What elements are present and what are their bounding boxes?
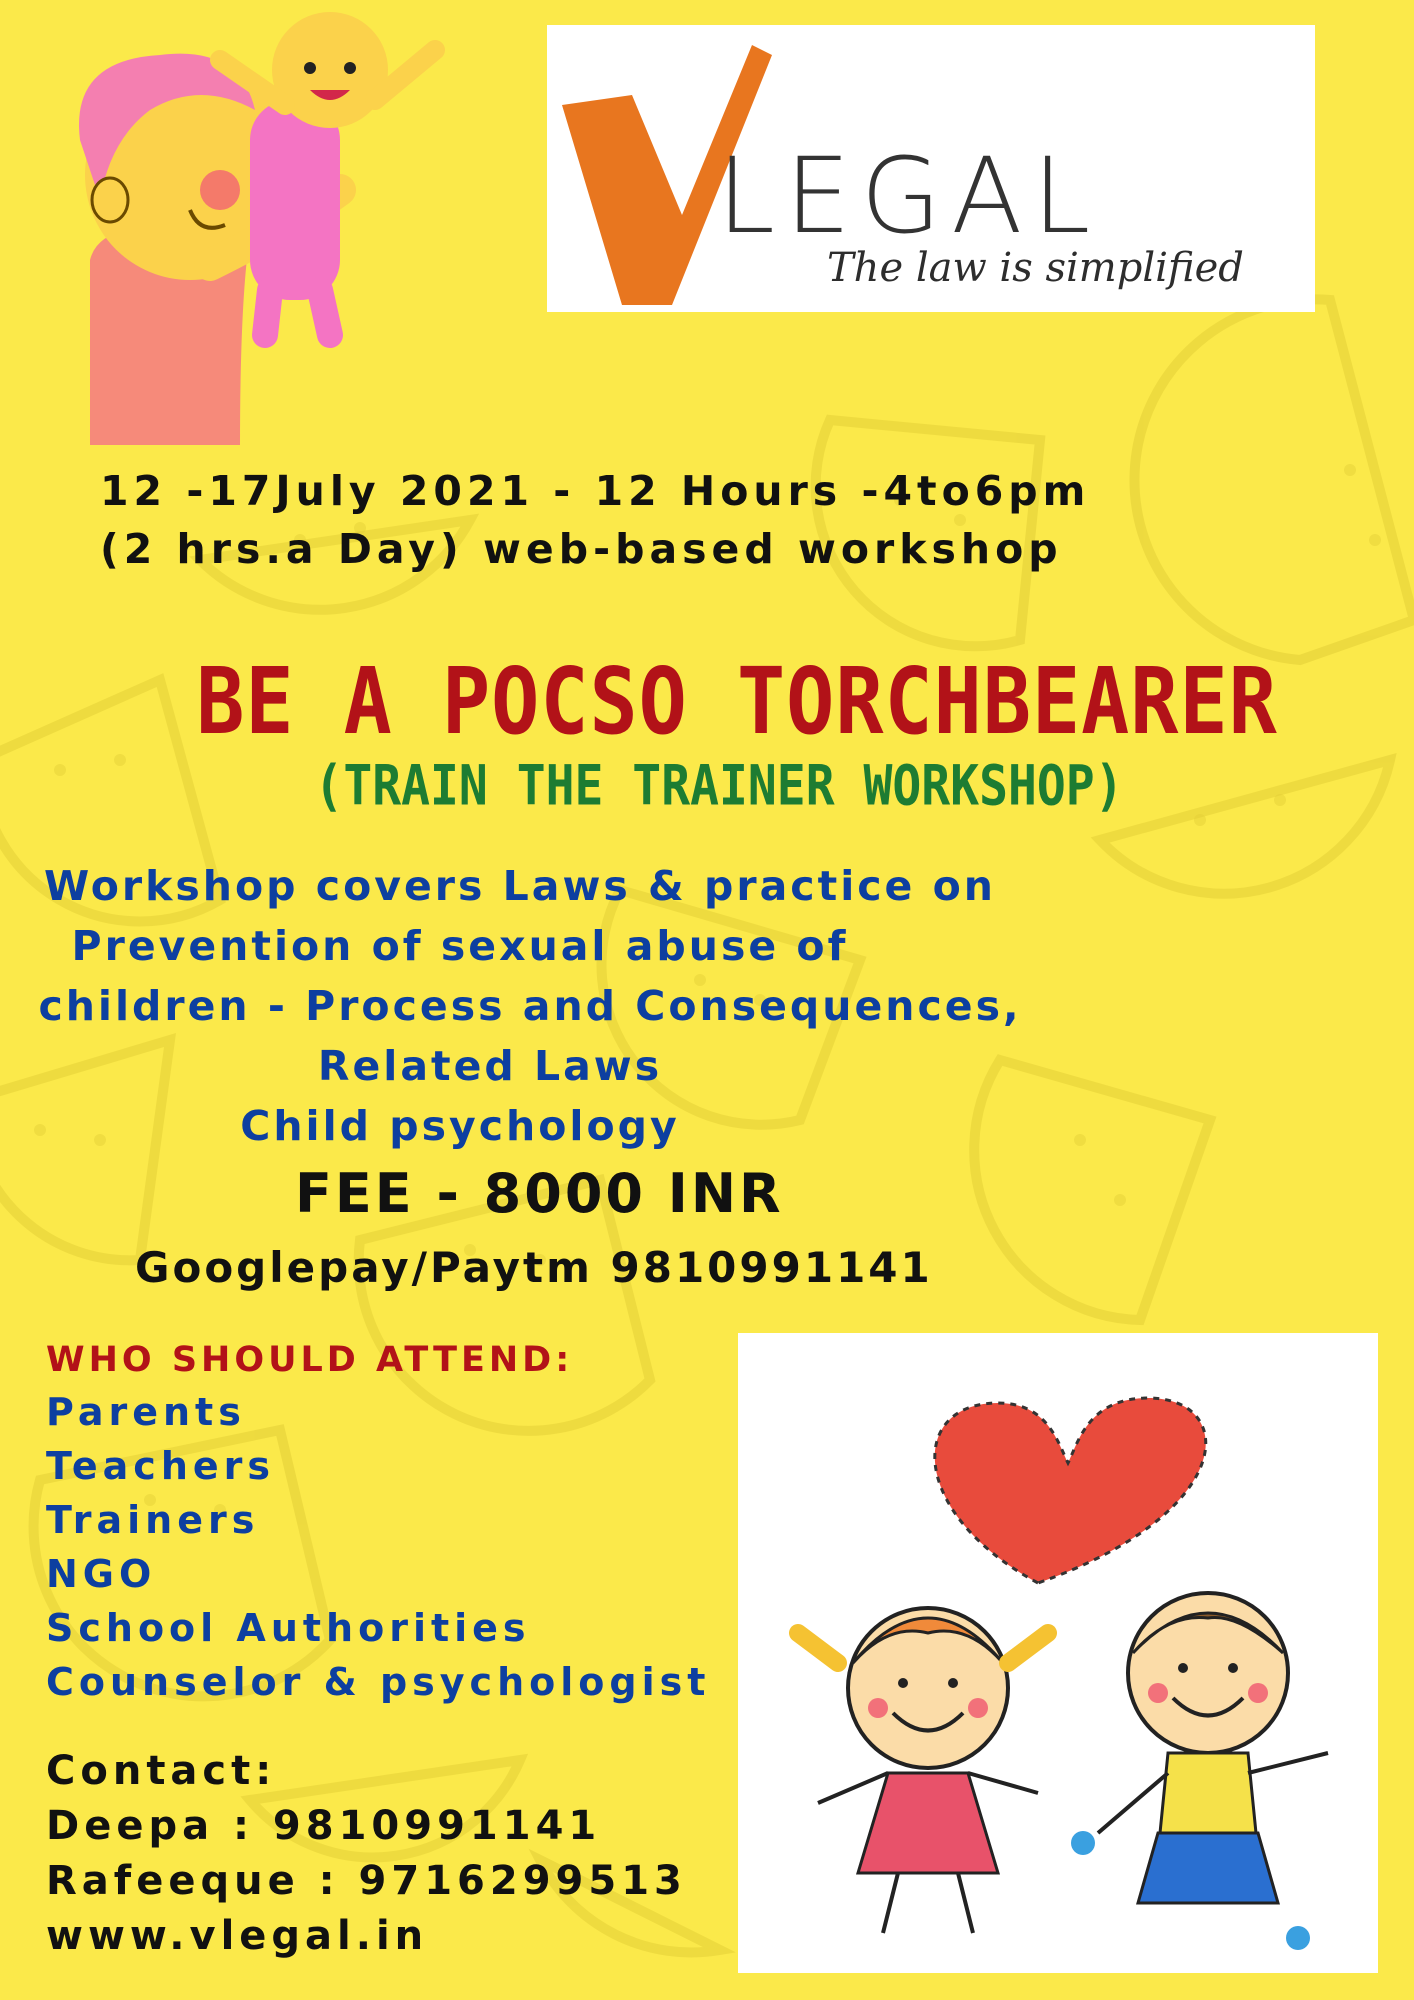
vlegal-logo [547,25,1315,312]
audience-item: Trainers [46,1498,260,1542]
coverage-line-4: Related Laws [317,1042,663,1090]
schedule-line-2: (2 hrs.a Day) web-based workshop [100,525,1063,573]
coverage-line-1: Workshop covers Laws & practice on [43,862,996,910]
logo-wordmark: LEGAL [717,135,1101,257]
schedule-line-1: 12 -17July 2021 - 12 Hours -4to6pm [100,467,1091,515]
audience-title: WHO SHOULD ATTEND: [46,1340,574,1380]
logo-tagline: The law is simplified [827,245,1244,291]
coverage-line-3: children - Process and Consequences, [38,982,1022,1030]
contact-title: Contact: [46,1748,277,1794]
audience-item: Counselor & psychologist [46,1660,711,1704]
kids-heart-icon [738,1333,1378,1973]
coverage-line-5: Child psychology [240,1102,680,1150]
kids-illustration [738,1333,1378,1973]
contact-deepa: Deepa : 9810991141 [46,1803,602,1849]
contact-rafeeque: Rafeeque : 9716299513 [46,1858,687,1904]
page-title: BE A POCSO TORCHBEARER [196,648,1278,755]
page-subtitle: (TRAIN THE TRAINER WORKSHOP) [314,753,1124,819]
coverage-line-2: Prevention of sexual abuse of [71,922,849,970]
website-link[interactable]: www.vlegal.in [46,1913,429,1959]
audience-item: School Authorities [46,1606,531,1650]
audience-item: NGO [46,1552,157,1596]
fee-amount: FEE - 8000 INR [295,1162,784,1225]
audience-item: Parents [46,1390,246,1434]
audience-item: Teachers [46,1444,275,1488]
payment-info: Googlepay/Paytm 9810991141 [135,1243,933,1292]
parent-baby-illustration [40,0,470,445]
